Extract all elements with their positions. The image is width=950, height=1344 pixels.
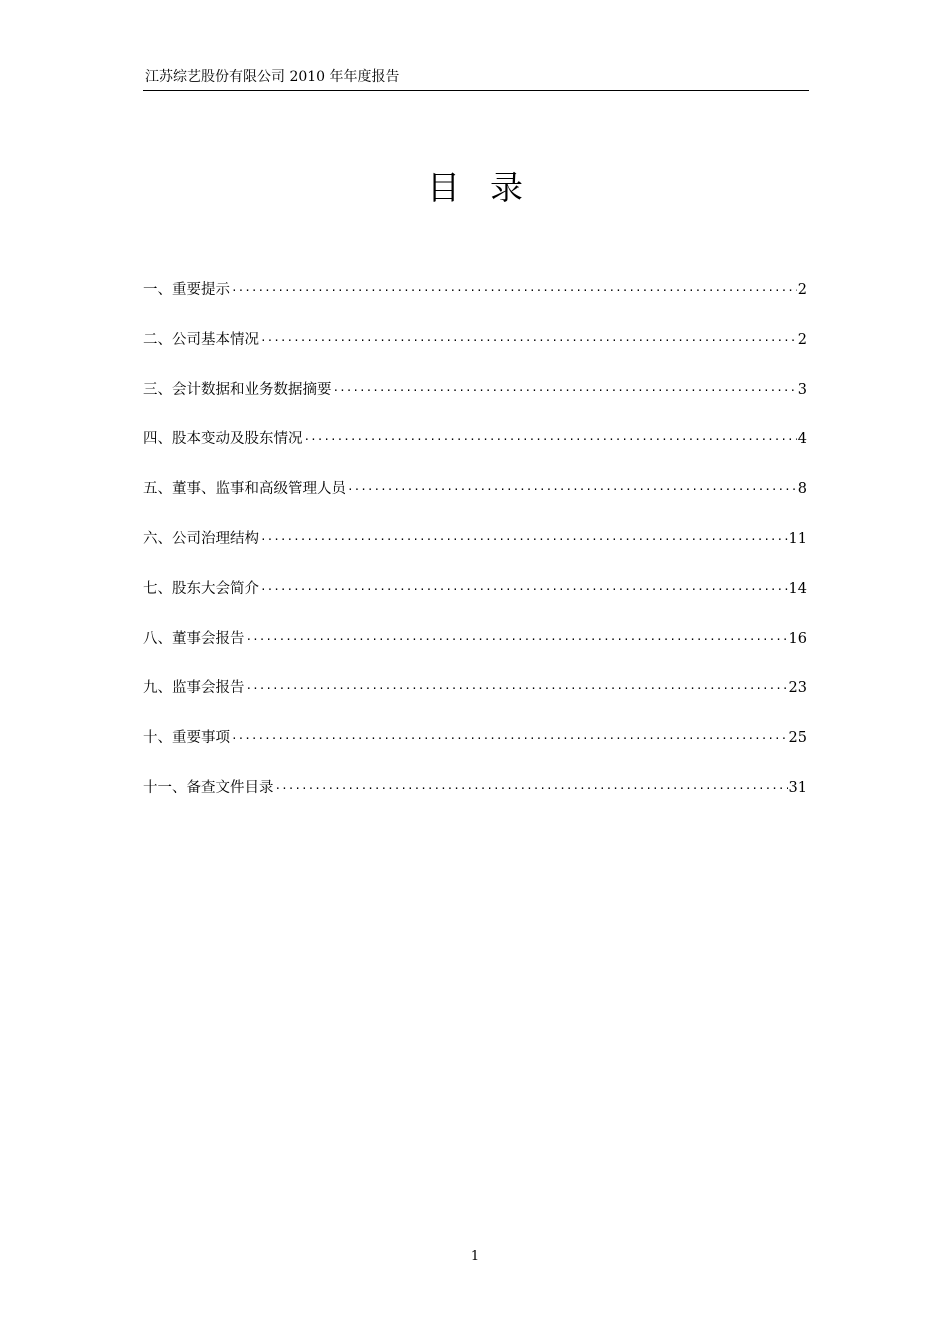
toc-entry-label: 十、重要事项 <box>143 730 230 747</box>
toc-entry-page: 16 <box>788 630 807 647</box>
toc-entry-page: 31 <box>788 779 807 796</box>
toc-entry[interactable] <box>143 380 807 430</box>
toc-dot-leader <box>333 381 797 401</box>
table-of-contents <box>143 280 807 828</box>
toc-entry-page: 14 <box>788 580 807 597</box>
toc-entry[interactable] <box>143 280 807 330</box>
toc-dot-leader <box>246 679 788 699</box>
toc-entry-label: 三、会计数据和业务数据摘要 <box>143 381 332 398</box>
toc-entry[interactable] <box>143 728 807 778</box>
toc-dot-leader <box>275 779 788 799</box>
toc-dot-leader <box>246 630 788 650</box>
toc-entry[interactable] <box>143 678 807 728</box>
toc-entry-page: 4 <box>797 431 807 448</box>
toc-dot-leader <box>304 430 797 450</box>
toc-entry-label: 五、董事、监事和高级管理人员 <box>143 481 346 498</box>
toc-dot-leader <box>347 480 797 500</box>
toc-entry[interactable] <box>143 330 807 380</box>
toc-entry-label: 一、重要提示 <box>143 282 230 298</box>
page-title: 目录 <box>427 168 553 207</box>
toc-entry-page: 2 <box>797 282 807 298</box>
toc-dot-leader <box>231 281 797 301</box>
toc-entry-page: 8 <box>797 481 807 498</box>
running-header <box>143 68 809 91</box>
toc-entry-page: 3 <box>797 381 807 398</box>
toc-dot-leader <box>231 729 788 749</box>
toc-entry-label: 七、股东大会简介 <box>143 580 259 597</box>
toc-entry-label: 八、董事会报告 <box>143 630 245 647</box>
toc-entry[interactable] <box>143 629 807 679</box>
toc-entry[interactable] <box>143 429 807 479</box>
header-text: 江苏综艺股份有限公司 2010 年年度报告 <box>145 69 400 85</box>
toc-dot-leader <box>260 331 797 351</box>
toc-entry-page: 23 <box>788 680 807 697</box>
toc-entry[interactable] <box>143 479 807 529</box>
toc-entry-page: 11 <box>788 530 807 547</box>
toc-entry-label: 六、公司治理结构 <box>143 530 259 547</box>
toc-entry-label: 九、监事会报告 <box>143 680 245 697</box>
toc-entry-label: 十一、备查文件目录 <box>143 779 274 796</box>
toc-dot-leader <box>260 530 788 550</box>
toc-entry[interactable] <box>143 579 807 629</box>
page-number: 1 <box>470 1249 480 1264</box>
toc-entry[interactable] <box>143 529 807 579</box>
toc-entry-page: 2 <box>797 331 807 348</box>
toc-entry-label: 二、公司基本情况 <box>143 331 259 348</box>
toc-entry-page: 25 <box>788 730 807 747</box>
toc-entry[interactable] <box>143 778 807 828</box>
toc-entry-label: 四、股本变动及股东情况 <box>143 431 303 448</box>
toc-dot-leader <box>260 580 788 600</box>
